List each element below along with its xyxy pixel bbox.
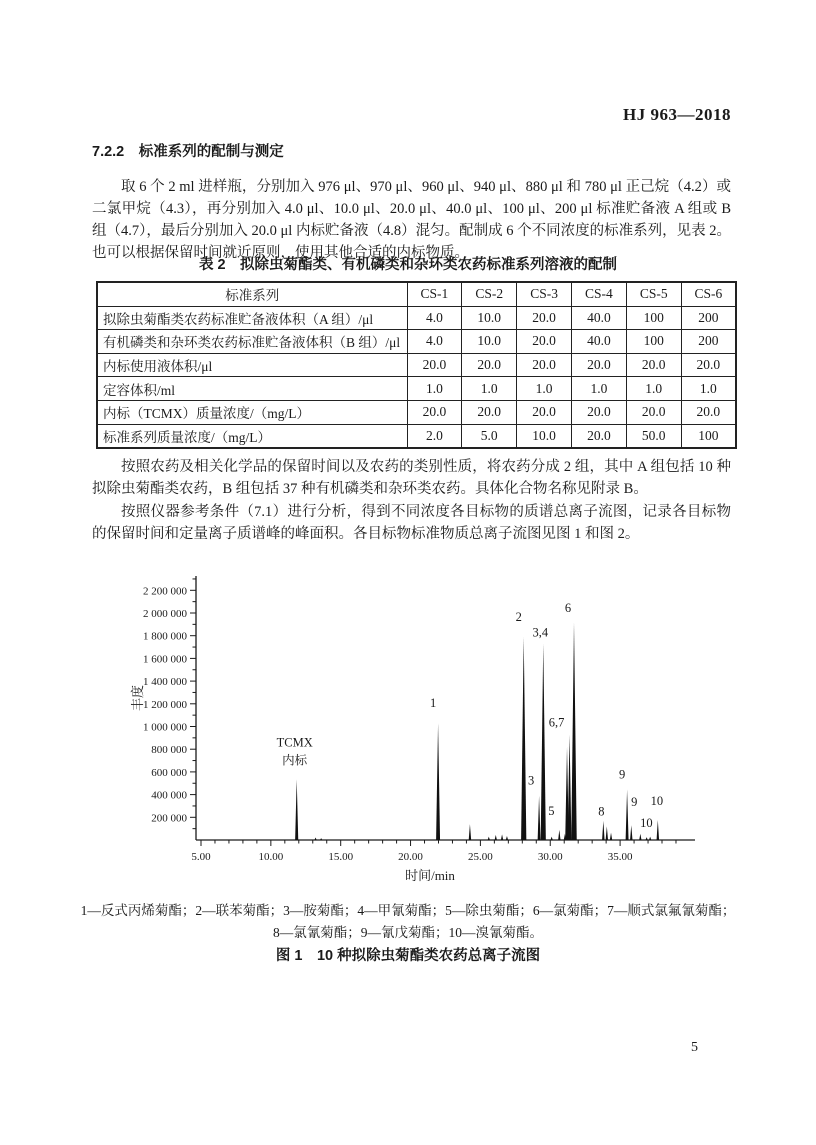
x-tick-label: 5.00 bbox=[191, 851, 211, 863]
section-heading: 7.2.2 标准系列的配制与测定 bbox=[92, 144, 284, 160]
value-cell: 20.0 bbox=[571, 400, 626, 424]
paragraph-analysis: 按照仪器参考条件（7.1）进行分析，得到不同浓度各目标物的质谱总离子流图，记录各目标物的保留时间和定量离子质谱峰的峰面积。各目标物标准物质总离子流图见图 1 和图 2。 bbox=[92, 503, 731, 542]
tic-chart bbox=[130, 572, 750, 884]
table-body bbox=[97, 306, 736, 448]
table-row bbox=[97, 306, 736, 330]
value-cell: 20.0 bbox=[626, 400, 681, 424]
value-cell: 20.0 bbox=[407, 400, 462, 424]
paragraph-preparation: 取 6 个 2 ml 进样瓶，分别加入 976 μl、970 μl、960 μl、940 μl、880 μl 和 780 μl 正己烷（4.2）或二氯甲烷（4.3），再分别加入 4.0 μl、10.0 μl、20.0 μl、40.0 μl、100 μl、200 μl 标准贮备液 A 组或 B 组（4.7），最后分别加入 20.0 μl 内标贮备液（4.8）混匀。配制成 6 个不同浓度的标准系列，见表 2。也可以根据保留时间就近原则，使用其他合适的内标物质。 bbox=[92, 178, 731, 262]
chromatogram-svg bbox=[130, 572, 750, 884]
column-header-cs-3: CS-3 bbox=[517, 282, 572, 306]
value-cell: 1.0 bbox=[462, 377, 517, 401]
chromatogram-peak bbox=[488, 837, 490, 840]
page-number: 5 bbox=[691, 1040, 698, 1055]
value-cell: 20.0 bbox=[462, 400, 517, 424]
value-cell: 1.0 bbox=[626, 377, 681, 401]
row-label-cell: 定容体积/ml bbox=[97, 377, 407, 401]
value-cell: 20.0 bbox=[517, 353, 572, 377]
value-cell: 1.0 bbox=[407, 377, 462, 401]
value-cell: 10.0 bbox=[462, 306, 517, 330]
peak-label: 3 bbox=[527, 773, 535, 788]
standard-series-table bbox=[96, 281, 737, 449]
y-axis-title: 丰度 bbox=[130, 684, 145, 712]
table-row bbox=[97, 400, 736, 424]
chromatogram-peak bbox=[630, 825, 632, 840]
value-cell: 20.0 bbox=[462, 353, 517, 377]
y-tick-label: 1 600 000 bbox=[143, 653, 187, 666]
peak-label: 5 bbox=[548, 803, 555, 818]
table-row bbox=[97, 424, 736, 448]
chromatogram-peak bbox=[538, 796, 541, 840]
row-label-cell: 有机磷类和杂环类农药标准贮备液体积（B 组）/μl bbox=[97, 330, 407, 354]
peak-label: 1 bbox=[429, 696, 437, 711]
value-cell: 4.0 bbox=[407, 330, 462, 354]
value-cell: 40.0 bbox=[571, 330, 626, 354]
peak-label: 10 bbox=[640, 815, 653, 830]
table-row bbox=[97, 377, 736, 401]
chromatogram-peak bbox=[639, 834, 641, 840]
peak-label: 内标 bbox=[282, 753, 308, 768]
peak-label: 3,4 bbox=[532, 625, 549, 640]
y-tick-label: 2 000 000 bbox=[143, 608, 187, 620]
chromatogram-peak bbox=[541, 644, 546, 840]
table-header bbox=[97, 282, 736, 306]
column-header-series: 标准系列 bbox=[97, 282, 407, 306]
column-header-cs-5: CS-5 bbox=[626, 282, 681, 306]
table-header-row bbox=[97, 282, 736, 306]
value-cell: 20.0 bbox=[571, 353, 626, 377]
row-label-cell: 内标（TCMX）质量浓度/（mg/L） bbox=[97, 400, 407, 424]
column-header-cs-2: CS-2 bbox=[462, 282, 517, 306]
chromatogram-peak bbox=[602, 821, 604, 840]
table-title: 表 2 拟除虫菊酯类、有机磷类和杂环类农药标准系列溶液的配制 bbox=[198, 257, 618, 273]
chromatogram-peak bbox=[320, 838, 322, 840]
table-row bbox=[97, 353, 736, 377]
value-cell: 10.0 bbox=[517, 424, 572, 448]
y-tick-label: 1 000 000 bbox=[143, 721, 187, 734]
chromatogram-peak bbox=[558, 830, 560, 840]
chromatogram-peak bbox=[521, 637, 526, 840]
row-label-cell: 拟除虫菊酯类农药标准贮备液体积（A 组）/μl bbox=[97, 306, 407, 330]
paragraph-grouping: 按照农药及相关化学品的保留时间以及农药的类别性质，将农药分成 2 组，其中 A 组包括 10 种拟除虫菊酯类农药，B 组包括 37 种有机磷类和杂环类农药。具体化合物名称见附录 B。 bbox=[92, 459, 731, 498]
x-tick-label: 25.00 bbox=[468, 851, 493, 863]
figure-legend-line1: 1—反式丙烯菊酯；2—联苯菊酯；3—胺菊酯；4—甲氰菊酯；5—除虫菊酯；6—氯菊酯；7—顺式氯氟氰菊酯； bbox=[80, 903, 736, 918]
column-header-cs-4: CS-4 bbox=[571, 282, 626, 306]
x-tick-label: 30.00 bbox=[537, 851, 563, 863]
value-cell: 100 bbox=[626, 330, 681, 354]
column-header-cs-1: CS-1 bbox=[407, 282, 462, 306]
value-cell: 200 bbox=[681, 330, 736, 354]
chromatogram-peak bbox=[626, 789, 629, 840]
chromatogram-peak bbox=[436, 723, 440, 840]
y-tick-label: 1 200 000 bbox=[143, 698, 187, 711]
value-cell: 1.0 bbox=[517, 377, 572, 401]
x-axis-title: 时间/min bbox=[405, 868, 455, 883]
value-cell: 10.0 bbox=[462, 330, 517, 354]
chromatogram-peak bbox=[646, 837, 648, 840]
chromatogram-peak bbox=[501, 834, 503, 840]
value-cell: 100 bbox=[681, 424, 736, 448]
chromatogram-peak bbox=[551, 837, 553, 840]
value-cell: 4.0 bbox=[407, 306, 462, 330]
y-tick-label: 800 000 bbox=[151, 744, 187, 757]
table-row bbox=[97, 330, 736, 354]
peak-label: TCMX bbox=[276, 735, 313, 750]
chromatogram-peak bbox=[506, 836, 508, 840]
y-tick-label: 400 000 bbox=[151, 789, 187, 802]
chromatogram-peak bbox=[610, 833, 612, 840]
value-cell: 1.0 bbox=[571, 377, 626, 401]
value-cell: 100 bbox=[626, 306, 681, 330]
peak-label: 9 bbox=[618, 767, 626, 782]
row-label-cell: 内标使用液体积/μl bbox=[97, 353, 407, 377]
x-tick-label: 15.00 bbox=[328, 851, 354, 863]
x-tick-label: 20.00 bbox=[398, 851, 423, 863]
y-tick-label: 1 800 000 bbox=[143, 630, 187, 643]
peak-label: 6 bbox=[564, 601, 572, 616]
y-tick-label: 600 000 bbox=[151, 766, 187, 779]
chromatogram-peak bbox=[657, 820, 659, 840]
y-tick-label: 1 400 000 bbox=[143, 676, 187, 689]
value-cell: 20.0 bbox=[626, 353, 681, 377]
value-cell: 5.0 bbox=[462, 424, 517, 448]
chromatogram-peak bbox=[314, 838, 316, 840]
row-label-cell: 标准系列质量浓度/（mg/L） bbox=[97, 424, 407, 448]
y-tick-label: 2 200 000 bbox=[143, 585, 187, 598]
value-cell: 40.0 bbox=[571, 306, 626, 330]
value-cell: 1.0 bbox=[681, 377, 736, 401]
value-cell: 20.0 bbox=[571, 424, 626, 448]
chromatogram-peak bbox=[606, 826, 608, 840]
chromatogram-peak bbox=[469, 824, 471, 840]
value-cell: 20.0 bbox=[517, 400, 572, 424]
value-cell: 20.0 bbox=[517, 330, 572, 354]
peak-label: 9 bbox=[631, 795, 638, 810]
peak-label: 10 bbox=[650, 794, 664, 809]
value-cell: 20.0 bbox=[681, 353, 736, 377]
peak-label: 6,7 bbox=[548, 715, 565, 730]
figure-caption: 图 1 10 种拟除虫菊酯类农药总离子流图 bbox=[275, 948, 541, 964]
chromatogram-peak bbox=[571, 622, 576, 840]
value-cell: 200 bbox=[681, 306, 736, 330]
value-cell: 20.0 bbox=[407, 353, 462, 377]
y-tick-label: 200 000 bbox=[151, 812, 187, 825]
figure-legend-line2: 8—氯氰菊酯；9—氰戊菊酯；10—溴氰菊酯。 bbox=[273, 925, 543, 940]
doc-code-header: HJ 963—2018 bbox=[623, 105, 731, 124]
x-tick-label: 10.00 bbox=[258, 851, 284, 863]
peak-label: 8 bbox=[598, 804, 605, 819]
value-cell: 50.0 bbox=[626, 424, 681, 448]
peak-label: 2 bbox=[515, 609, 522, 624]
chromatogram-peak bbox=[568, 734, 572, 840]
column-header-cs-6: CS-6 bbox=[681, 282, 736, 306]
x-tick-label: 35.00 bbox=[607, 851, 633, 863]
chromatogram-peak bbox=[495, 835, 497, 840]
value-cell: 20.0 bbox=[681, 400, 736, 424]
chromatogram-peak bbox=[295, 779, 298, 840]
value-cell: 2.0 bbox=[407, 424, 462, 448]
value-cell: 20.0 bbox=[517, 306, 572, 330]
chromatogram-peak bbox=[649, 837, 651, 840]
